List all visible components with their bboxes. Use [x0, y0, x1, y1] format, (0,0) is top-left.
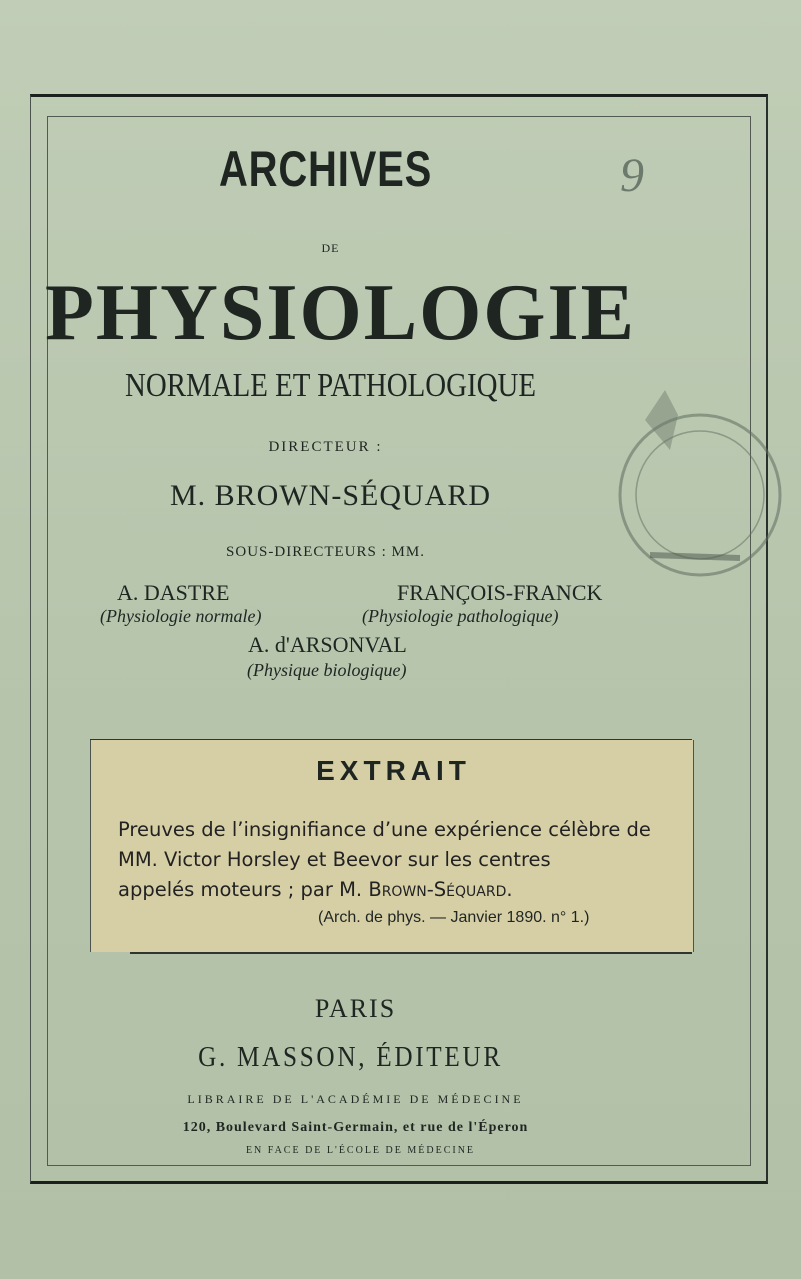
publisher-address: 120, Boulevard Saint-Germain, et rue de l'Éperon	[182, 1120, 529, 1135]
director-label: DIRECTEUR :	[268, 439, 383, 455]
sub-director-name: FRANÇOIS-FRANCK	[397, 580, 603, 605]
sub-director-name: A. DASTRE	[117, 580, 230, 605]
extract-reference: (Arch. de phys. — Janvier 1890. n° 1.)	[318, 909, 590, 926]
extract-box-bottom-rule	[130, 952, 692, 954]
extract-text	[118, 815, 683, 905]
journal-title-line2: PHYSIOLOGIE	[44, 269, 637, 357]
stamp-number: 9	[620, 149, 644, 202]
extract-line	[118, 875, 683, 905]
director-name: M. BROWN-SÉQUARD	[169, 479, 491, 512]
sub-director-field: (Physiologie pathologique)	[362, 606, 559, 626]
sub-director-name: A. d'ARSONVAL	[248, 632, 407, 657]
extract-line: Preuves de l’insignifiance d’une expérience célèbre de	[118, 818, 651, 841]
sub-director-field: (Physiologie normale)	[100, 606, 262, 626]
journal-title-line1: ARCHIVES	[218, 141, 433, 197]
sub-directors-label: SOUS-DIRECTEURS : MM.	[226, 544, 425, 560]
publisher-name: G. MASSON, ÉDITEUR	[198, 1042, 503, 1073]
extract-author: Brown-Séquard.	[368, 878, 513, 901]
journal-title-de: DE	[321, 241, 340, 255]
publisher-location-note: EN FACE DE L'ÉCOLE DE MÉDECINE	[245, 1145, 476, 1156]
sub-director-field: (Physique biologique)	[247, 660, 407, 680]
publisher-city: PARIS	[314, 994, 397, 1023]
extract-label: EXTRAIT	[316, 755, 471, 786]
extract-line: MM. Victor Horsley et Beevor sur les centres	[118, 848, 551, 871]
publisher-libraire: LIBRAIRE DE L'ACADÉMIE DE MÉDECINE	[187, 1092, 524, 1106]
extract-line-prefix: appelés moteurs ; par M.	[118, 878, 369, 901]
journal-subtitle: NORMALE ET PATHOLOGIQUE	[124, 367, 537, 404]
